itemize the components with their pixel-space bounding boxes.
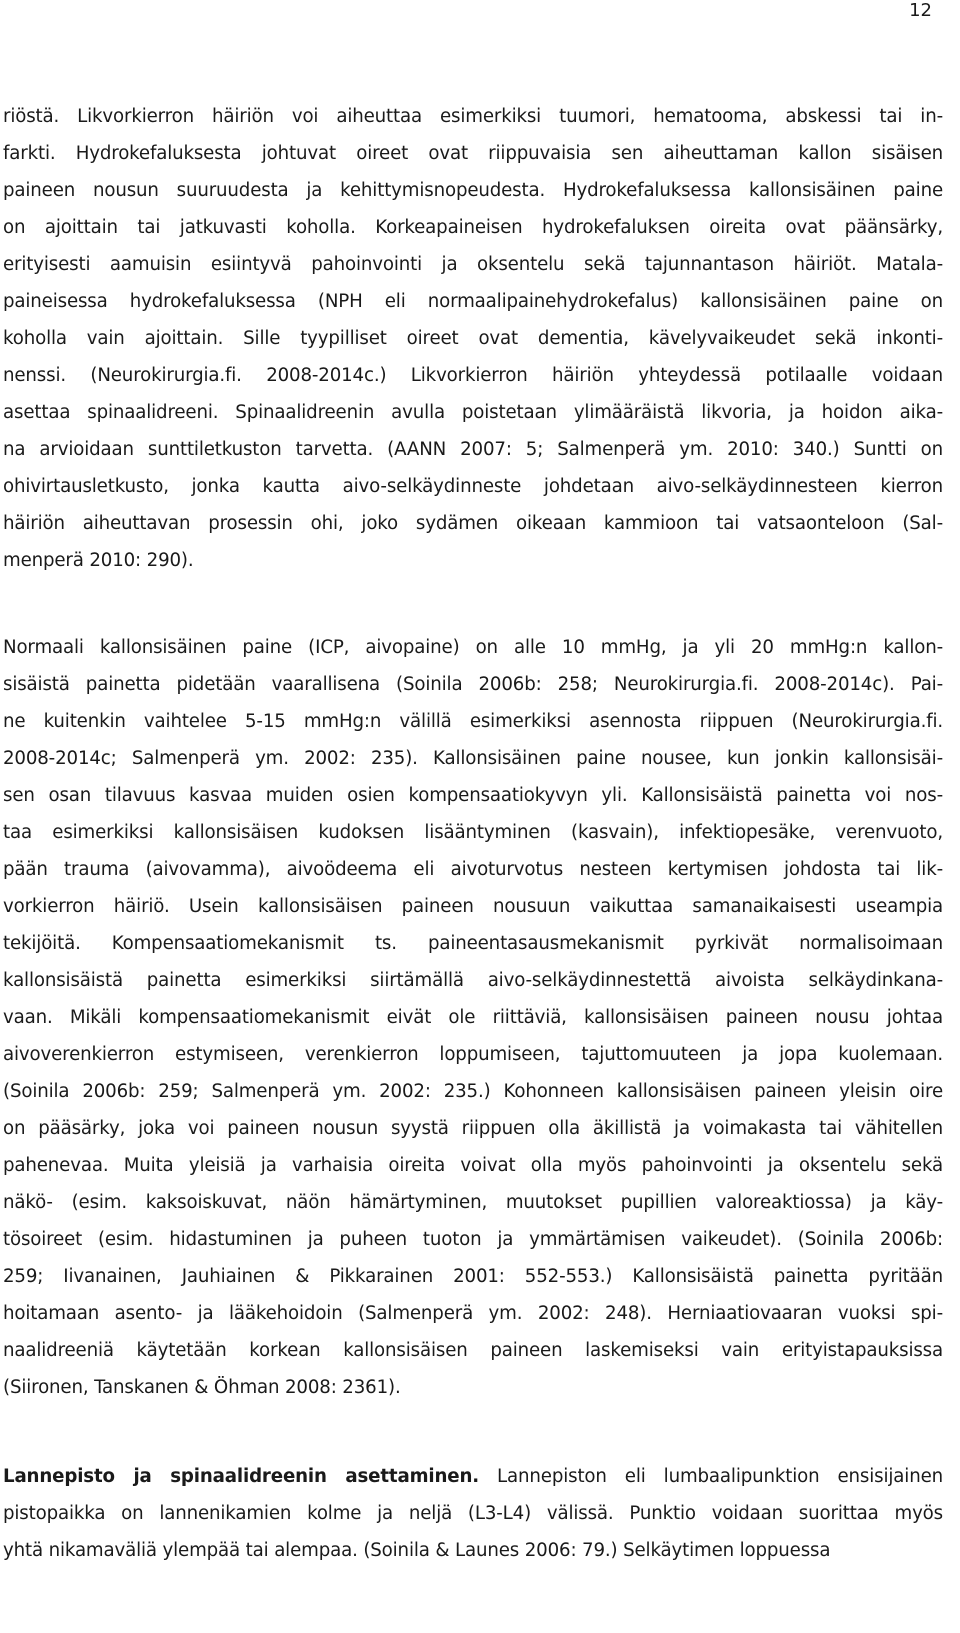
text-line: häiriön aiheuttavan prosessin ohi, joko sydämen oikeaan kammioon tai vatsaonteloon (Sal- xyxy=(3,513,943,534)
text-line: paineisessa hydrokefaluksessa (NPH eli normaalipainehydrokefalus) kallonsisäinen paine on xyxy=(3,291,943,312)
text-line: ne kuitenkin vaihtelee 5-15 mmHg:n välillä esimerkiksi asennosta riippuen (Neurokirurgia.fi. xyxy=(3,711,943,732)
text-line: kallonsisäistä painetta esimerkiksi siirtämällä aivo-selkäydinnestettä aivoista selkäydinkana- xyxy=(3,970,943,991)
text-line: naalidreeniä käytetään korkean kallonsisäisen paineen laskemiseksi vain erityistapauksissa xyxy=(3,1340,943,1361)
text-line: koholla vain ajoittain. Sille tyypilliset oireet ovat dementia, kävelyvaikeudet sekä inkonti- xyxy=(3,328,943,349)
text-line: na arvioidaan sunttiletkuston tarvetta. (AANN 2007: 5; Salmenperä ym. 2010: 340.) Suntti on xyxy=(3,439,943,460)
text-line: ohivirtausletkusto, jonka kautta aivo-selkäydinneste johdetaan aivo-selkäydinnesteen kierron xyxy=(3,476,943,497)
text-line: erityisesti aamuisin esiintyvä pahoinvointi ja oksentelu sekä tajunnantason häiriöt. Matala- xyxy=(3,254,943,275)
text-line: tekijöitä. Kompensaatiomekanismit ts. paineentasausmekanismit pyrkivät normalisoimaan xyxy=(3,933,943,954)
paragraph-lumbar-puncture xyxy=(3,1458,943,1569)
text-line: nenssi. (Neurokirurgia.fi. 2008-2014c.) Likvorkierron häiriön yhteydessä potilaalle voidaan xyxy=(3,365,943,386)
text-line: näkö- (esim. kaksoiskuvat, näön hämärtyminen, muutokset pupillien valoreaktiossa) ja käy- xyxy=(3,1192,943,1213)
text-run: Lannepiston eli lumbaalipunktion ensisijainen xyxy=(479,1466,943,1487)
text-line: sisäistä painetta pidetään vaarallisena (Soinila 2006b: 258; Neurokirurgia.fi. 2008-2014c). Pai- xyxy=(3,674,943,695)
text-line: 259; Iivanainen, Jauhiainen & Pikkarainen 2001: 552-553.) Kallonsisäistä painetta pyritään xyxy=(3,1266,943,1287)
paragraph-ventricular-disorders xyxy=(3,98,943,579)
page-number: 12 xyxy=(909,0,932,21)
text-line: on ajoittain tai jatkuvasti koholla. Korkeapaineisen hydrokefaluksen oireita ovat päänsärky, xyxy=(3,217,943,238)
text-line: yhtä nikamaväliä ylempää tai alempaa. (Soinila & Launes 2006: 79.) Selkäytimen loppuessa xyxy=(3,1540,831,1561)
text-line: (Soinila 2006b: 259; Salmenperä ym. 2002: 235.) Kohonneen kallonsisäisen paineen yleisin oire xyxy=(3,1081,943,1102)
text-line: on pääsärky, joka voi paineen nousun syystä riippuen olla äkillistä ja voimakasta tai vähitellen xyxy=(3,1118,943,1139)
text-line: riöstä. Likvorkierron häiriön voi aiheuttaa esimerkiksi tuumori, hematooma, abskessi tai in- xyxy=(3,106,943,127)
text-line: paineen nousun suuruudesta ja kehittymisnopeudesta. Hydrokefaluksessa kallonsisäinen paine xyxy=(3,180,943,201)
text-line: vaan. Mikäli kompensaatiomekanismit eivät ole riittäviä, kallonsisäisen paineen nousu johtaa xyxy=(3,1007,943,1028)
text-line: aivoverenkierron estymiseen, verenkierron loppumiseen, tajuttomuuteen ja jopa kuolemaan. xyxy=(3,1044,943,1065)
section-run-in-heading: Lannepisto ja spinaalidreenin asettaminen. xyxy=(3,1466,480,1487)
text-line: pistopaikka on lannenikamien kolme ja neljä (L3-L4) välissä. Punktio voidaan suorittaa myös xyxy=(3,1503,943,1524)
text-line: menperä 2010: 290). xyxy=(3,550,194,571)
paragraph-intracranial-pressure xyxy=(3,629,943,1406)
text-line xyxy=(3,1458,943,1495)
text-line: pahenevaa. Muita yleisiä ja varhaisia oireita voivat olla myös pahoinvointi ja oksentelu sekä xyxy=(3,1155,943,1176)
text-line: vorkierron häiriö. Usein kallonsisäisen paineen nousuun vaikuttaa samanaikaisesti useampia xyxy=(3,896,943,917)
text-line: (Siironen, Tanskanen & Öhman 2008: 2361). xyxy=(3,1377,401,1398)
text-line: tösoireet (esim. hidastuminen ja puheen tuoton ja ymmärtämisen vaikeudet). (Soinila 2006b: xyxy=(3,1229,943,1250)
text-line: asettaa spinaalidreeni. Spinaalidreenin avulla poistetaan ylimääräistä likvoria, ja hoidon aika- xyxy=(3,402,943,423)
text-line: taa esimerkiksi kallonsisäisen kudoksen lisääntyminen (kasvain), infektiopesäke, verenvuoto, xyxy=(3,822,943,843)
text-line: hoitamaan asento- ja lääkehoidoin (Salmenperä ym. 2002: 248). Herniaatiovaaran vuoksi spi- xyxy=(3,1303,943,1324)
text-line: Normaali kallonsisäinen paine (ICP, aivopaine) on alle 10 mmHg, ja yli 20 mmHg:n kallon- xyxy=(3,637,943,658)
text-line: 2008-2014c; Salmenperä ym. 2002: 235). Kallonsisäinen paine nousee, kun jonkin kallonsisäi- xyxy=(3,748,943,769)
text-line: farkti. Hydrokefaluksesta johtuvat oireet ovat riippuvaisia sen aiheuttaman kallon sisäisen xyxy=(3,143,943,164)
text-line: sen osan tilavuus kasvaa muiden osien kompensaatiokyvyn yli. Kallonsisäistä painetta voi nos- xyxy=(3,785,943,806)
text-line: pään trauma (aivovamma), aivoödeema eli aivoturvotus nesteen kertymisen johdosta tai lik- xyxy=(3,859,943,880)
